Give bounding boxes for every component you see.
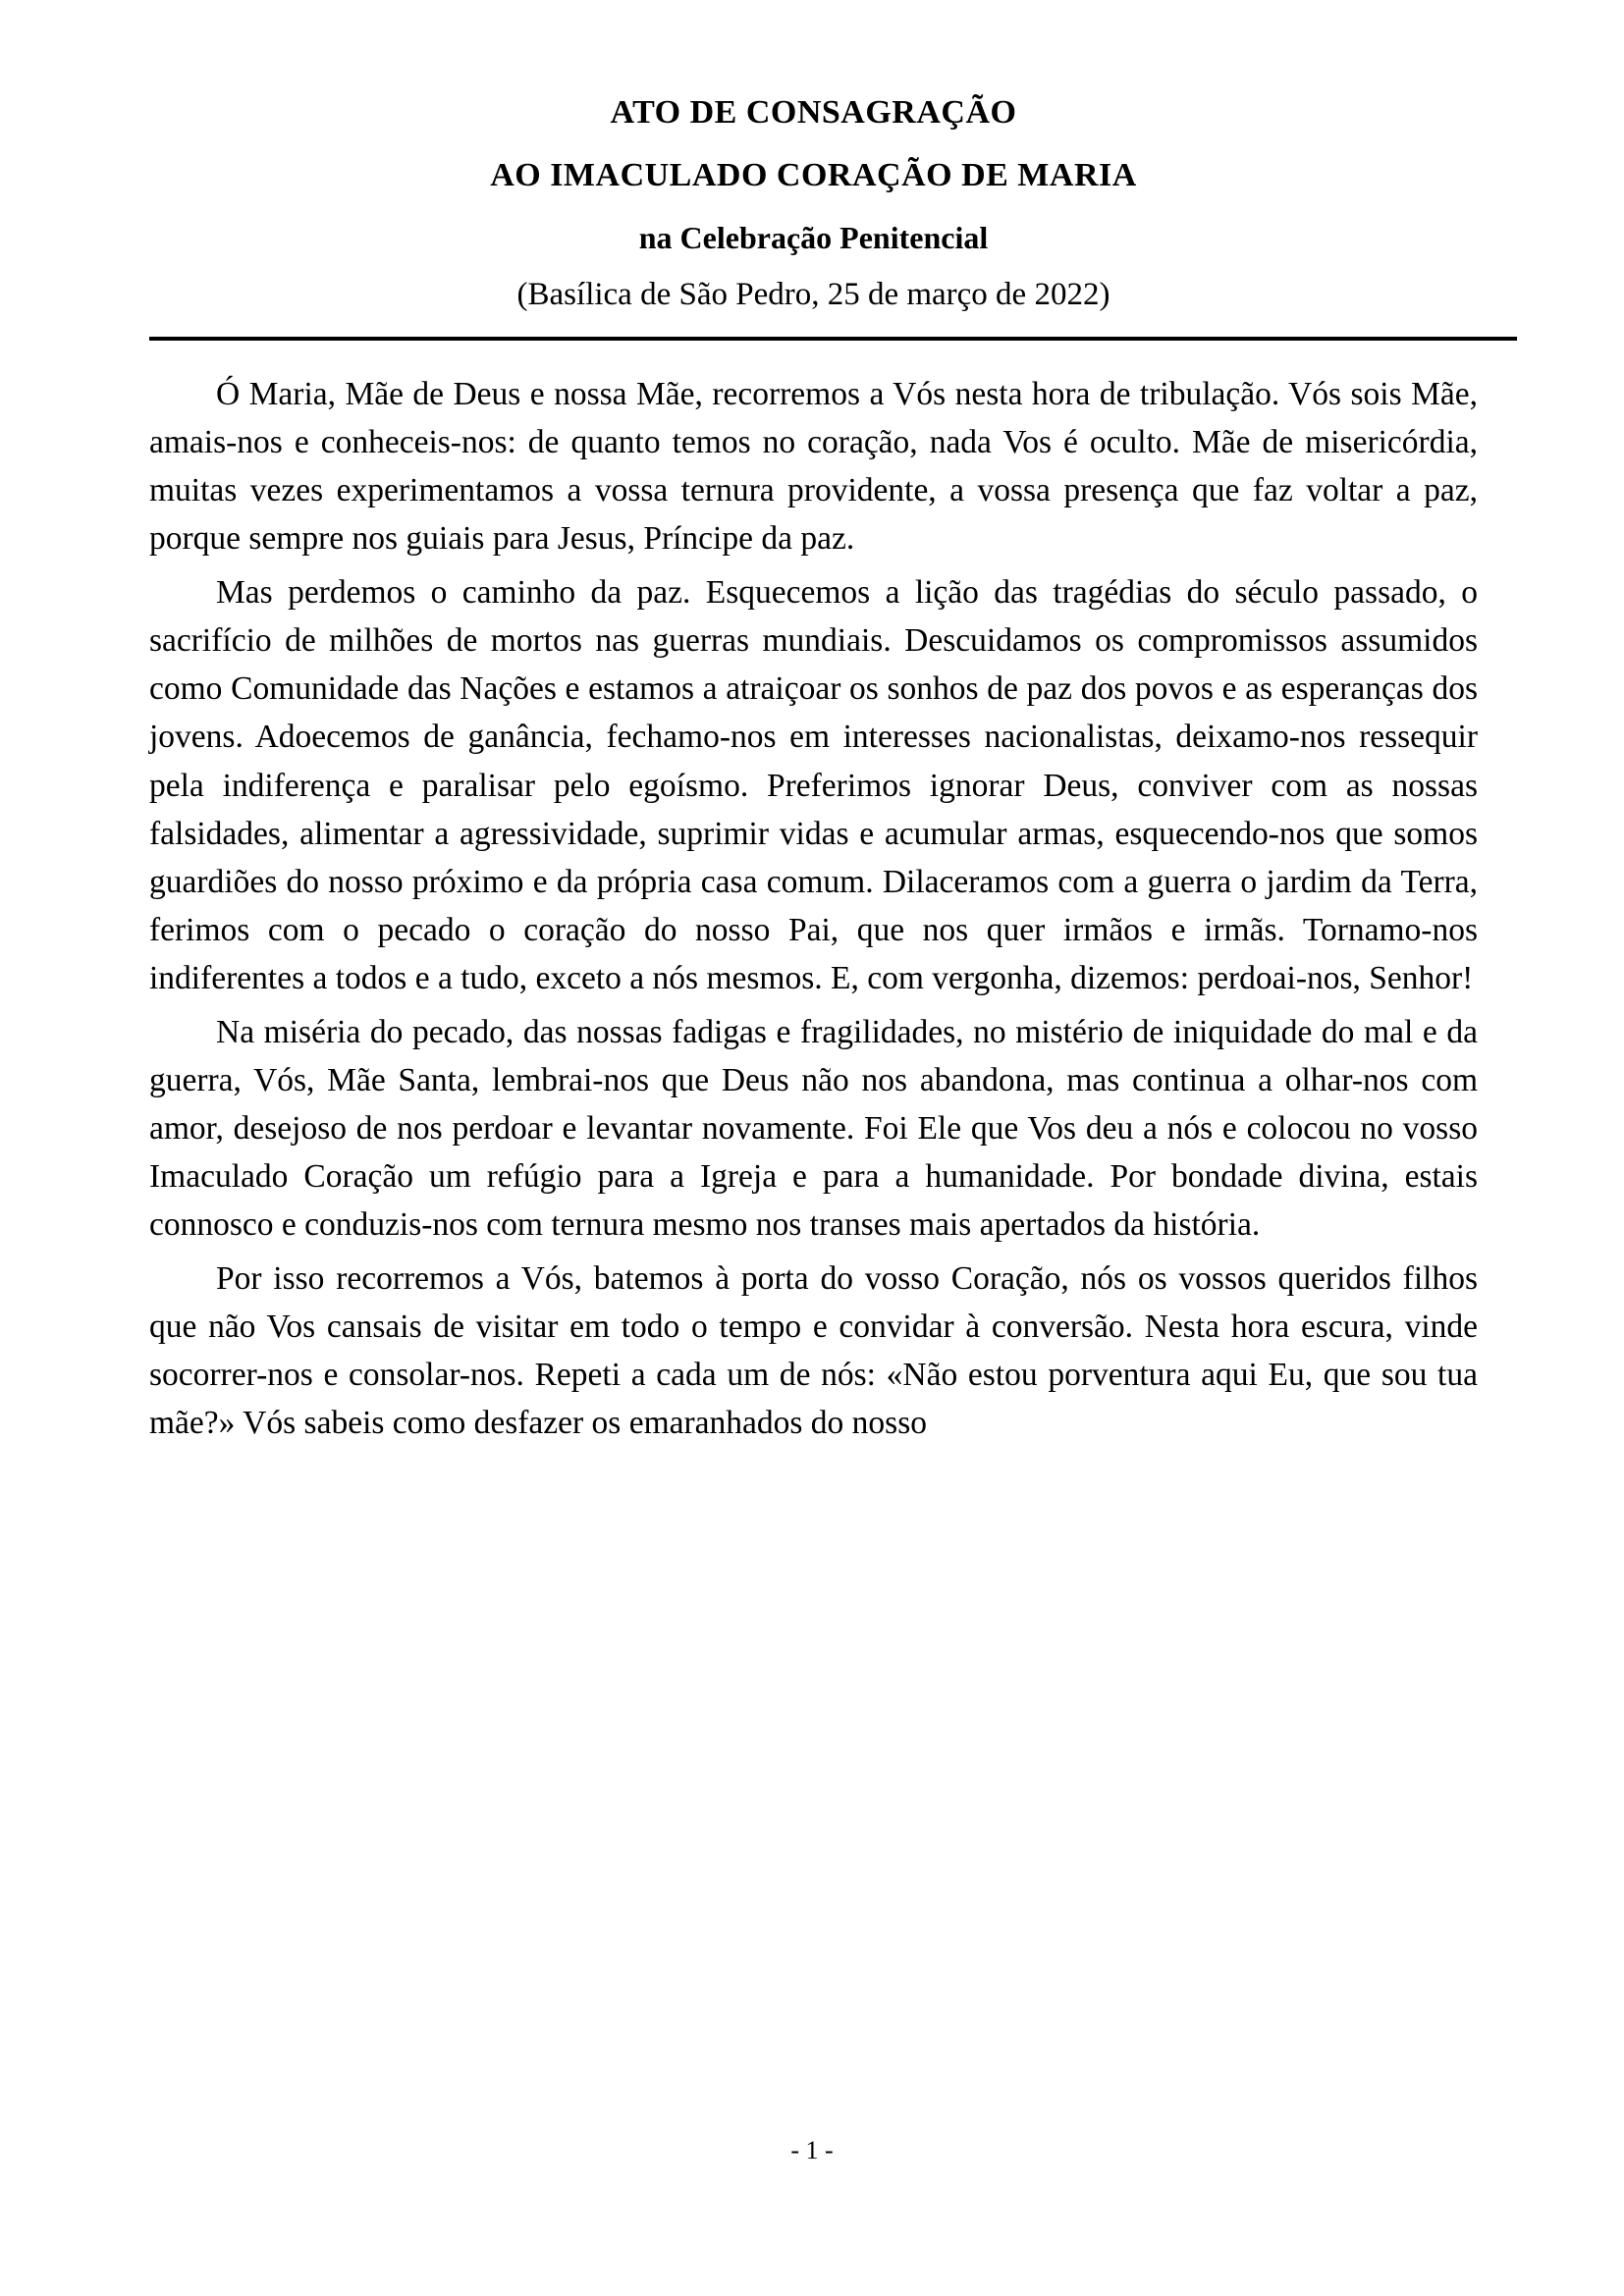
header-divider [149,337,1517,341]
body-paragraph: Mas perdemos o caminho da paz. Esquecemos a lição das tragédias do século passado, o sacrifício de milhões de mortos nas guerras mundiais. Descuidamos os compromissos assumidos como Comunidade das Nações e estamos a atraiçoar os sonhos de paz dos povos e as esperanças dos jovens. Adoecemos de ganância, fechamo-nos em interesses nacionalistas, deixamo-nos ressequir pela indiferença e paralisar pelo egoísmo. Preferimos ignorar Deus, conviver com as nossas falsidades, alimentar a agressividade, suprimir vidas e acumular armas, esquecendo-nos que somos guardiões do nosso próximo e da própria casa comum. Dilaceramos com a guerra o jardim da Terra, ferimos com o pecado o coração do nosso Pai, que nos quer irmãos e irmãs. Tornamo-nos indiferentes a todos e a tudo, exceto a nós mesmos. E, com vergonha, dizemos: perdoai-nos, Senhor! [149,574,1478,996]
page-number-footer: - 1 - [790,2136,834,2164]
page-content [149,0,1478,1453]
document-title-line-2: AO IMACULADO CORAÇÃO DE MARIA [490,157,1137,193]
document-subtitle-place-date: (Basílica de São Pedro, 25 de março de 2022) [516,277,1110,312]
body-paragraph: Por isso recorremos a Vós, batemos à porta do vosso Coração, nós os vossos queridos filhos que não Vos cansais de visitar em todo o tempo e convidar à conversão. Nesta hora escura, vinde socorrer-nos e consolar-nos. Repeti a cada um de nós: «Não estou porventura aqui Eu, que sou tua mãe?» Vós sabeis como desfazer os emaranhados do nosso [149,1260,1478,1442]
document-subtitle-occasion: na Celebração Penitencial [638,220,989,255]
document-header [149,0,1478,341]
document-title-line-1: ATO DE CONSAGRAÇÃO [610,94,1017,131]
body-paragraph: Na miséria do pecado, das nossas fadigas e fragilidades, no mistério de iniquidade do mal e da guerra, Vós, Mãe Santa, lembrai-nos que Deus não nos abandona, mas continua a olhar-nos com amor, desejoso de nos perdoar e levantar novamente. Foi Ele que Vos deu a nós e colocou no vosso Imaculado Coração um refúgio para a Igreja e para a humanidade. Por bondade divina, estais connosco e conduzis-nos com ternura mesmo nos transes mais apertados da história. [149,1013,1478,1244]
document-body [149,370,1478,1447]
body-paragraph: Ó Maria, Mãe de Deus e nossa Mãe, recorremos a Vós nesta hora de tribulação. Vós sois Mãe, amais-nos e conheceis-nos: de quanto temos no coração, nada Vos é oculto. Mãe de misericórdia, muitas vezes experimentamos a vossa ternura providente, a vossa presença que faz voltar a paz, porque sempre nos guiais para Jesus, Príncipe da paz. [149,376,1478,558]
